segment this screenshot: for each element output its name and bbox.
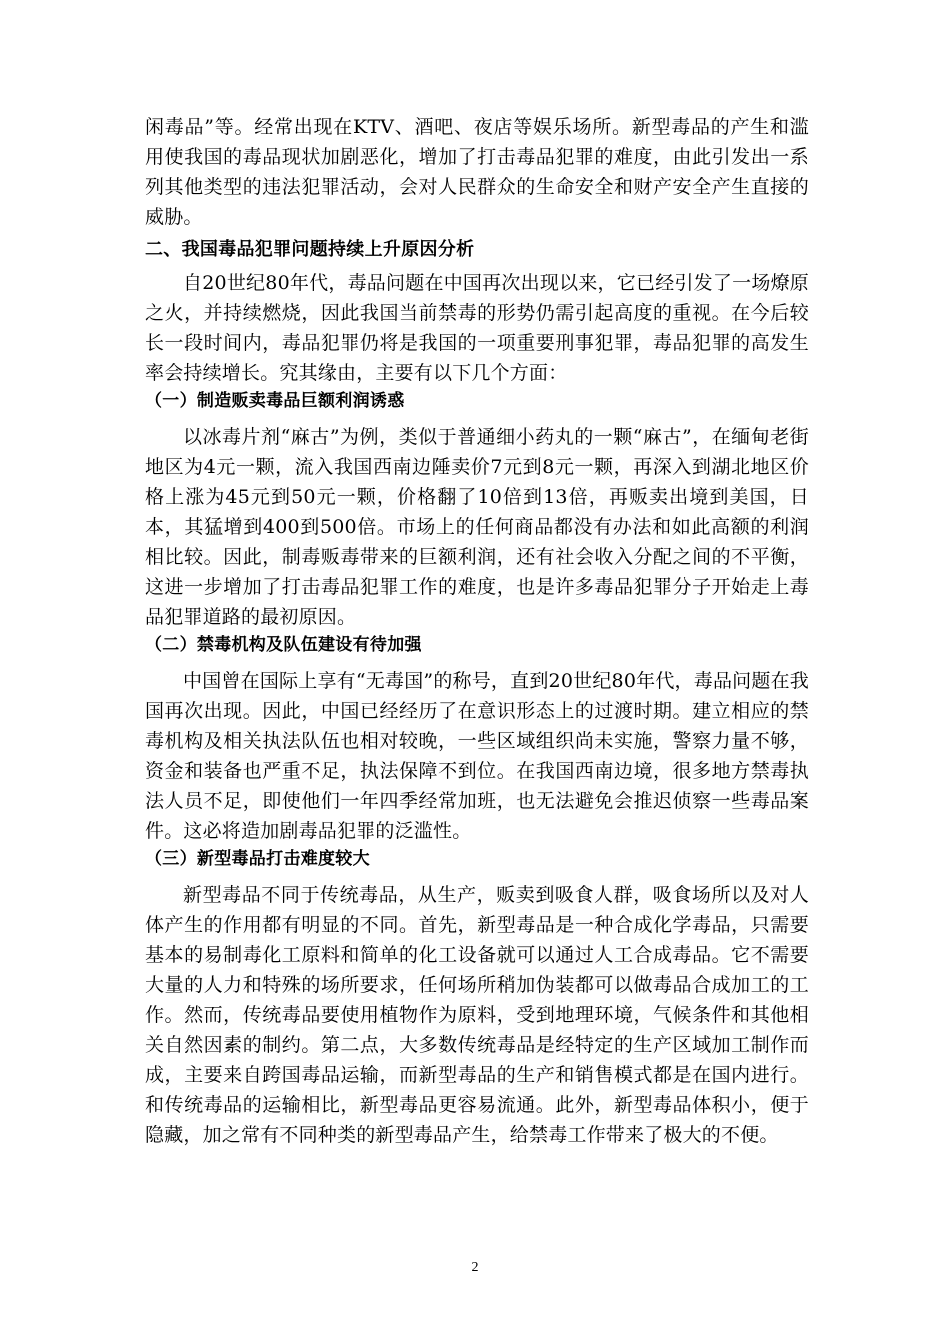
intro-paragraph: 闲毒品”等。经常出现在KTV、酒吧、夜店等娱乐场所。新型毒品的产生和滥用使我国的毒品现状加剧恶化，增加了打击毒品犯罪的难度，由此引发出一系列其他类型的违法犯罪活动，会对人民群众的生命安全和财产安全产生直接的威胁。 — [145, 116, 809, 228]
subsection-2-paragraph: 中国曾在国际上享有“无毒国”的称号，直到20世纪80年代，毒品问题在我国再次出现。因此，中国已经经历了在意识形态上的过渡时期。建立相应的禁毒机构及相关执法队伍也相对较晚，一些区域组织尚未实施，警察力量不够，资金和装备也严重不足，执法保障不到位。在我国西南边境，很多地方禁毒执法人员不足，即使他们一年四季经常加班，也无法避免会推迟侦察一些毒品案件。这必将造加剧毒品犯罪的泛滥性。 — [145, 670, 809, 842]
page-content — [145, 112, 809, 1150]
section-paragraph: 自20世纪80年代，毒品问题在中国再次出现以来，它已经引发了一场燎原之火，并持续燃烧，因此我国当前禁毒的形势仍需引起高度的重视。在今后较长一段时间内，毒品犯罪仍将是我国的一项重要刑事犯罪，毒品犯罪的高发生率会持续增长。究其缘由，主要有以下几个方面： — [145, 272, 809, 384]
subsection-3-heading: （三）新型毒品打击难度较大 — [145, 849, 370, 869]
subsection-2-heading: （二）禁毒机构及队伍建设有待加强 — [145, 635, 422, 655]
section-heading: 二、我国毒品犯罪问题持续上升原因分析 — [145, 239, 475, 260]
subsection-1-heading: （一）制造贩卖毒品巨额利润诱惑 — [145, 391, 405, 411]
page-number: 2 — [471, 1260, 479, 1275]
subsection-1-paragraph: 以冰毒片剂“麻古”为例，类似于普通细小药丸的一颗“麻古”，在缅甸老街地区为4元一颗，流入我国西南边陲卖价7元到8元一颗，再深入到湖北地区价格上涨为45元到50元一颗，价格翻了10倍到13倍，再贩卖出境到美国，日本，其猛增到400到500倍。市场上的任何商品都没有办法和如此高额的利润相比较。因此，制毒贩毒带来的巨额利润，还有社会收入分配之间的不平衡，这进一步增加了打击毒品犯罪工作的难度，也是许多毒品犯罪分子开始走上毒品犯罪道路的最初原因。 — [145, 426, 809, 628]
subsection-3-paragraph: 新型毒品不同于传统毒品，从生产，贩卖到吸食人群，吸食场所以及对人体产生的作用都有明显的不同。首先，新型毒品是一种合成化学毒品，只需要基本的易制毒化工原料和简单的化工设备就可以通过人工合成毒品。它不需要大量的人力和特殊的场所要求，任何场所稍加伪装都可以做毒品合成加工的工作。然而，传统毒品要使用植物作为原料，受到地理环境，气候条件和其他相关自然因素的制约。第二点，大多数传统毒品是经特定的生产区域加工制作而成，主要来自跨国毒品运输，而新型毒品的生产和销售模式都是在国内进行。和传统毒品的运输相比，新型毒品更容易流通。此外，新型毒品体积小，便于隐藏，加之常有不同种类的新型毒品产生，给禁毒工作带来了极大的不便。 — [145, 884, 809, 1146]
